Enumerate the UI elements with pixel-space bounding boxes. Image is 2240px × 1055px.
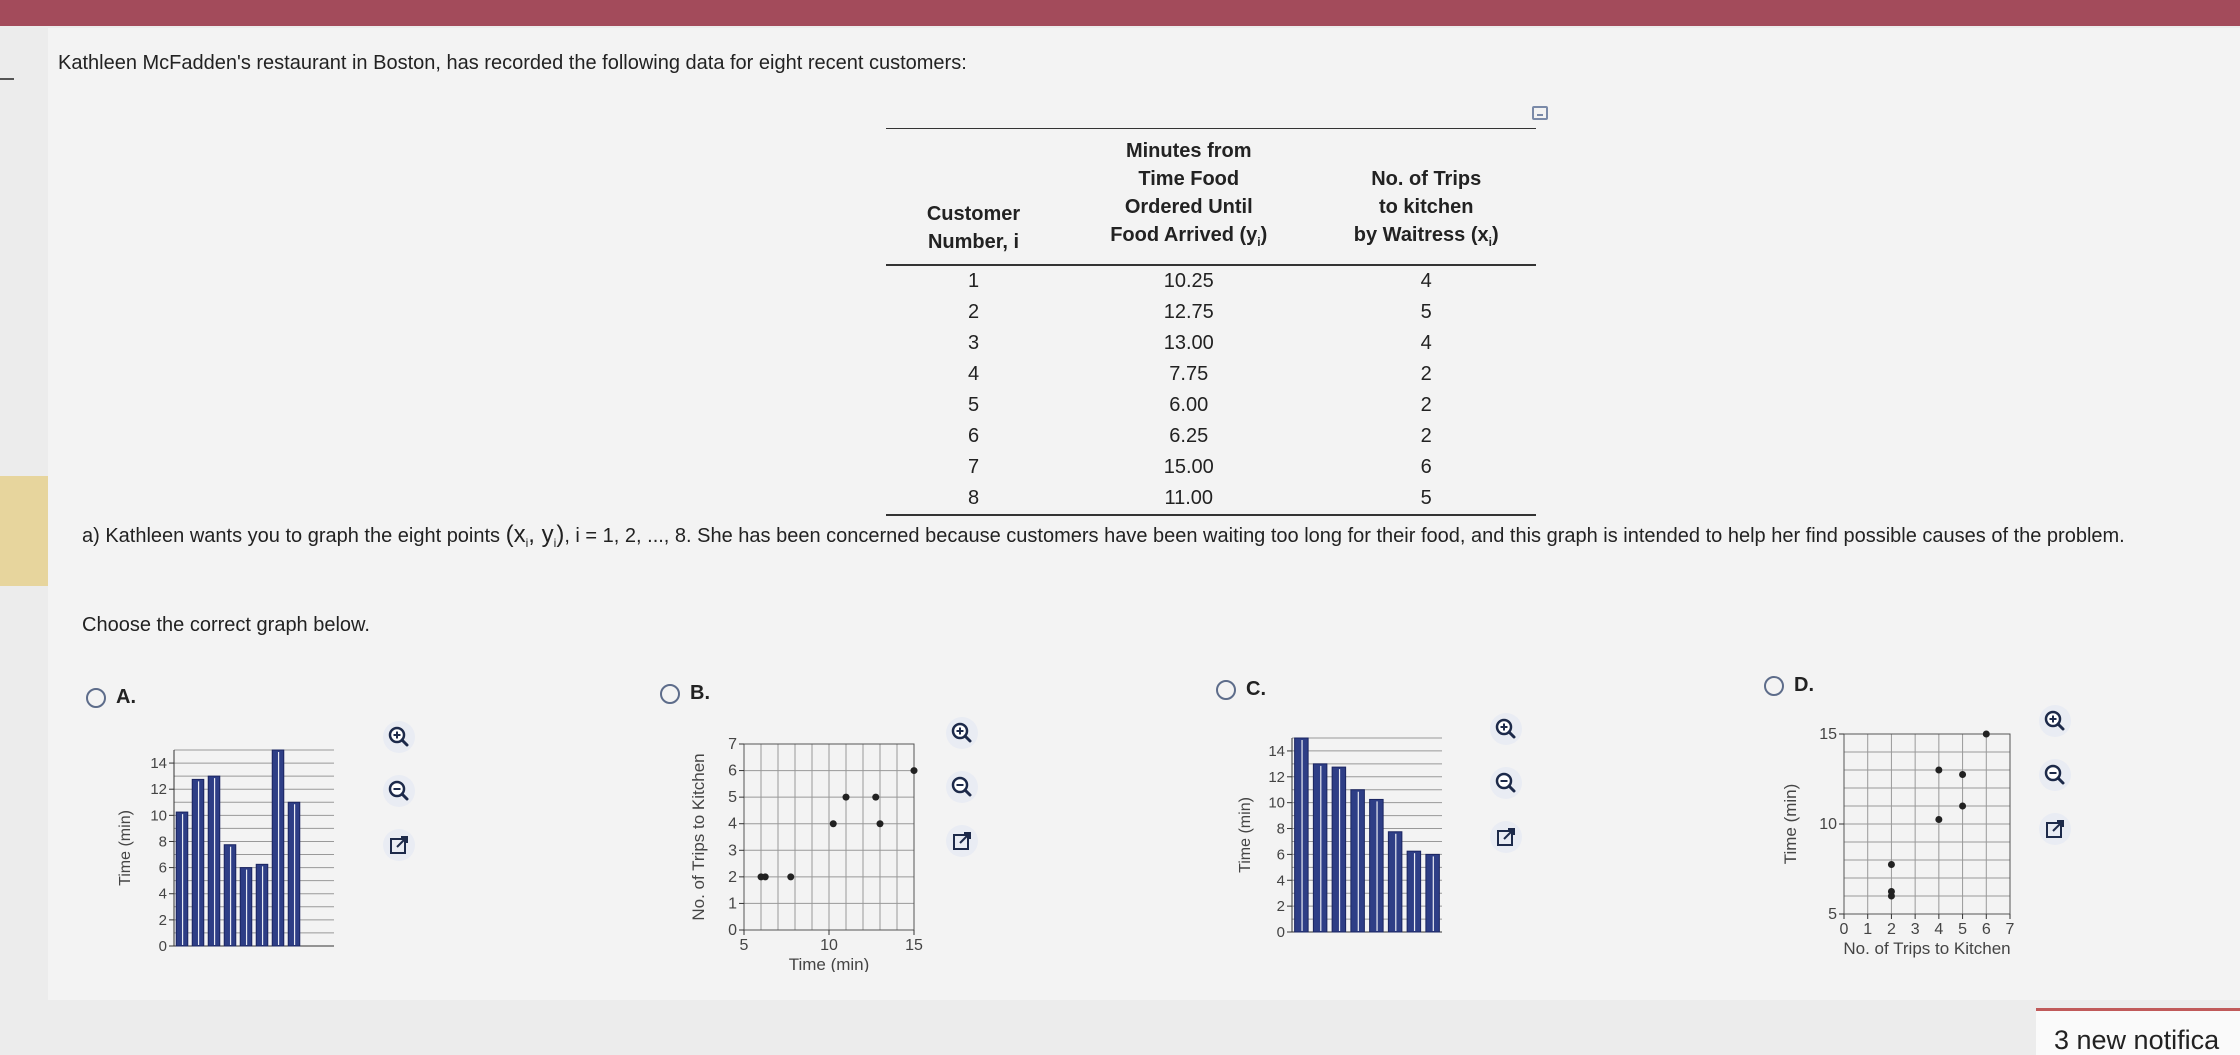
x-tick-label: 3: [1910, 921, 1920, 938]
table-row: 4 7.75 2: [967, 363, 1432, 385]
table-row: 8 11.00 5: [886, 483, 1536, 515]
x-tick-label: 15: [905, 937, 923, 954]
zoom-out-icon[interactable]: [1489, 766, 1523, 800]
bar: [1332, 767, 1346, 932]
y-tick-label: 7: [728, 736, 737, 753]
option-b-label: B.: [690, 682, 710, 704]
question-text: a) Kathleen wants you to graph the eight points ($x_i$, $y_i$), i = 1, 2, ..., 8. She has been concerned because customers have been waiting too long for their food, and this graph is intended to help her find possible causes of the problem.: [82, 521, 2125, 550]
y-tick-label: 4: [1276, 872, 1285, 890]
y-tick-label: 3: [728, 842, 737, 860]
y-axis-label: Time (min): [1237, 797, 1254, 873]
left-dash: [0, 78, 14, 80]
table-row: 2 12.75 5: [967, 301, 1432, 323]
x-tick-label: 4: [1934, 921, 1944, 938]
radio-a[interactable]: [86, 688, 106, 708]
option-c[interactable]: [1216, 678, 1266, 701]
y-tick-label: 14: [150, 755, 167, 773]
zoom-out-icon[interactable]: [945, 770, 979, 804]
zoom-in-icon[interactable]: [382, 720, 416, 754]
chart-b: [684, 722, 944, 972]
bar: [1426, 854, 1440, 932]
data-table-wrapper: [886, 128, 1536, 516]
data-point: [787, 873, 794, 880]
data-point: [1959, 803, 1966, 810]
top-bar: [0, 0, 2240, 26]
data-point: [911, 767, 918, 774]
data-table: [886, 135, 1536, 516]
chart-a: [106, 736, 386, 966]
y-tick-label: 5: [728, 789, 737, 807]
y-tick-label: 12: [1268, 768, 1285, 786]
y-tick-label: 2: [728, 868, 737, 886]
table-row: 6 6.25 2: [967, 425, 1432, 447]
x-tick-label: 6: [1981, 921, 1991, 938]
option-d[interactable]: [1764, 674, 1814, 697]
bar: [1295, 738, 1309, 932]
data-point: [1983, 731, 1990, 738]
y-tick-label: 1: [728, 895, 737, 913]
choose-prompt: Choose the correct graph below.: [82, 614, 370, 636]
header-minutes: Minutes from Time Food Ordered Until Food Arrived $(y_i)$: [1061, 135, 1316, 265]
table-top-rule: [886, 128, 1536, 129]
zoom-out-icon[interactable]: [2038, 758, 2072, 792]
data-point: [1935, 767, 1942, 774]
data-point: [843, 794, 850, 801]
bar: [1351, 790, 1365, 932]
radio-c[interactable]: [1216, 680, 1236, 700]
y-tick-label: 0: [158, 938, 167, 955]
x-axis-label: No. of Trips to Kitchen: [1843, 939, 2011, 958]
chart-d: [1776, 718, 2046, 958]
data-point: [830, 820, 837, 827]
y-tick-label: 8: [158, 833, 167, 851]
open-external-icon[interactable]: [382, 828, 416, 862]
x-tick-label: 10: [820, 937, 838, 954]
data-point: [1935, 816, 1942, 823]
x-tick-label: 0: [1839, 921, 1849, 938]
y-tick-label: 6: [158, 859, 167, 877]
data-point: [1888, 861, 1895, 868]
y-tick-label: 2: [1276, 898, 1285, 916]
x-axis-label: Time (min): [788, 955, 870, 972]
header-customer: Customer Number, i: [886, 135, 1061, 265]
open-external-icon[interactable]: [2038, 812, 2072, 846]
radio-b[interactable]: [660, 684, 680, 704]
x-tick-label: 7: [2005, 921, 2015, 938]
y-tick-label: 10: [1819, 816, 1837, 833]
y-tick-label: 10: [150, 807, 167, 825]
option-a-label: A.: [116, 686, 136, 708]
side-tab[interactable]: [0, 476, 48, 586]
y-tick-label: 0: [728, 922, 737, 939]
option-b[interactable]: [660, 682, 710, 705]
bar: [1370, 799, 1384, 932]
option-c-label: C.: [1246, 678, 1266, 700]
y-tick-label: 12: [150, 781, 167, 799]
radio-d[interactable]: [1764, 676, 1784, 696]
x-tick-label: 2: [1886, 921, 1896, 938]
y-tick-label: 5: [1828, 906, 1837, 923]
table-row: 3 13.00 4: [967, 332, 1432, 354]
y-axis-label: No. of Trips to Kitchen: [689, 753, 708, 921]
data-point: [877, 820, 884, 827]
data-point: [762, 873, 769, 880]
option-d-label: D.: [1794, 674, 1814, 696]
y-tick-label: 15: [1819, 726, 1837, 743]
intro-text: Kathleen McFadden's restaurant in Boston, has recorded the following data for eight recent customers:: [58, 52, 967, 74]
y-axis-label: Time (min): [1781, 783, 1800, 865]
copy-icon[interactable]: [1532, 106, 1548, 120]
data-point: [872, 794, 879, 801]
y-tick-label: 6: [728, 762, 737, 780]
open-external-icon[interactable]: [1489, 820, 1523, 854]
x-tick-label: 5: [739, 937, 749, 954]
y-tick-label: 2: [158, 911, 167, 929]
header-trips: No. of Trips to kitchen by Waitress $(x_i)$: [1316, 135, 1536, 265]
zoom-in-icon[interactable]: [2038, 704, 2072, 738]
x-tick-label: 1: [1863, 921, 1873, 938]
chart-c: [1226, 724, 1496, 944]
zoom-in-icon[interactable]: [945, 716, 979, 750]
y-tick-label: 0: [1276, 924, 1285, 941]
data-point: [1888, 888, 1895, 895]
y-tick-label: 6: [1276, 846, 1285, 864]
zoom-out-icon[interactable]: [382, 774, 416, 808]
table-row: 5 6.00 2: [967, 394, 1432, 416]
open-external-icon[interactable]: [945, 824, 979, 858]
y-axis-label: Time (min): [117, 810, 134, 886]
bar: [1313, 764, 1327, 932]
zoom-in-icon[interactable]: [1489, 712, 1523, 746]
notification-banner[interactable]: 3 new notifica: [2036, 1008, 2240, 1055]
bar: [1388, 832, 1402, 932]
y-tick-label: 10: [1268, 794, 1285, 812]
table-row: 1 10.25 4: [967, 270, 1432, 292]
y-tick-label: 8: [1276, 820, 1285, 838]
y-tick-label: 4: [158, 885, 167, 903]
y-tick-label: 14: [1268, 742, 1285, 760]
bar: [1407, 851, 1421, 932]
data-point: [1959, 771, 1966, 778]
x-tick-label: 5: [1958, 921, 1968, 938]
y-tick-label: 4: [728, 815, 737, 833]
table-row: 7 15.00 6: [967, 456, 1432, 478]
option-a[interactable]: [86, 686, 136, 709]
